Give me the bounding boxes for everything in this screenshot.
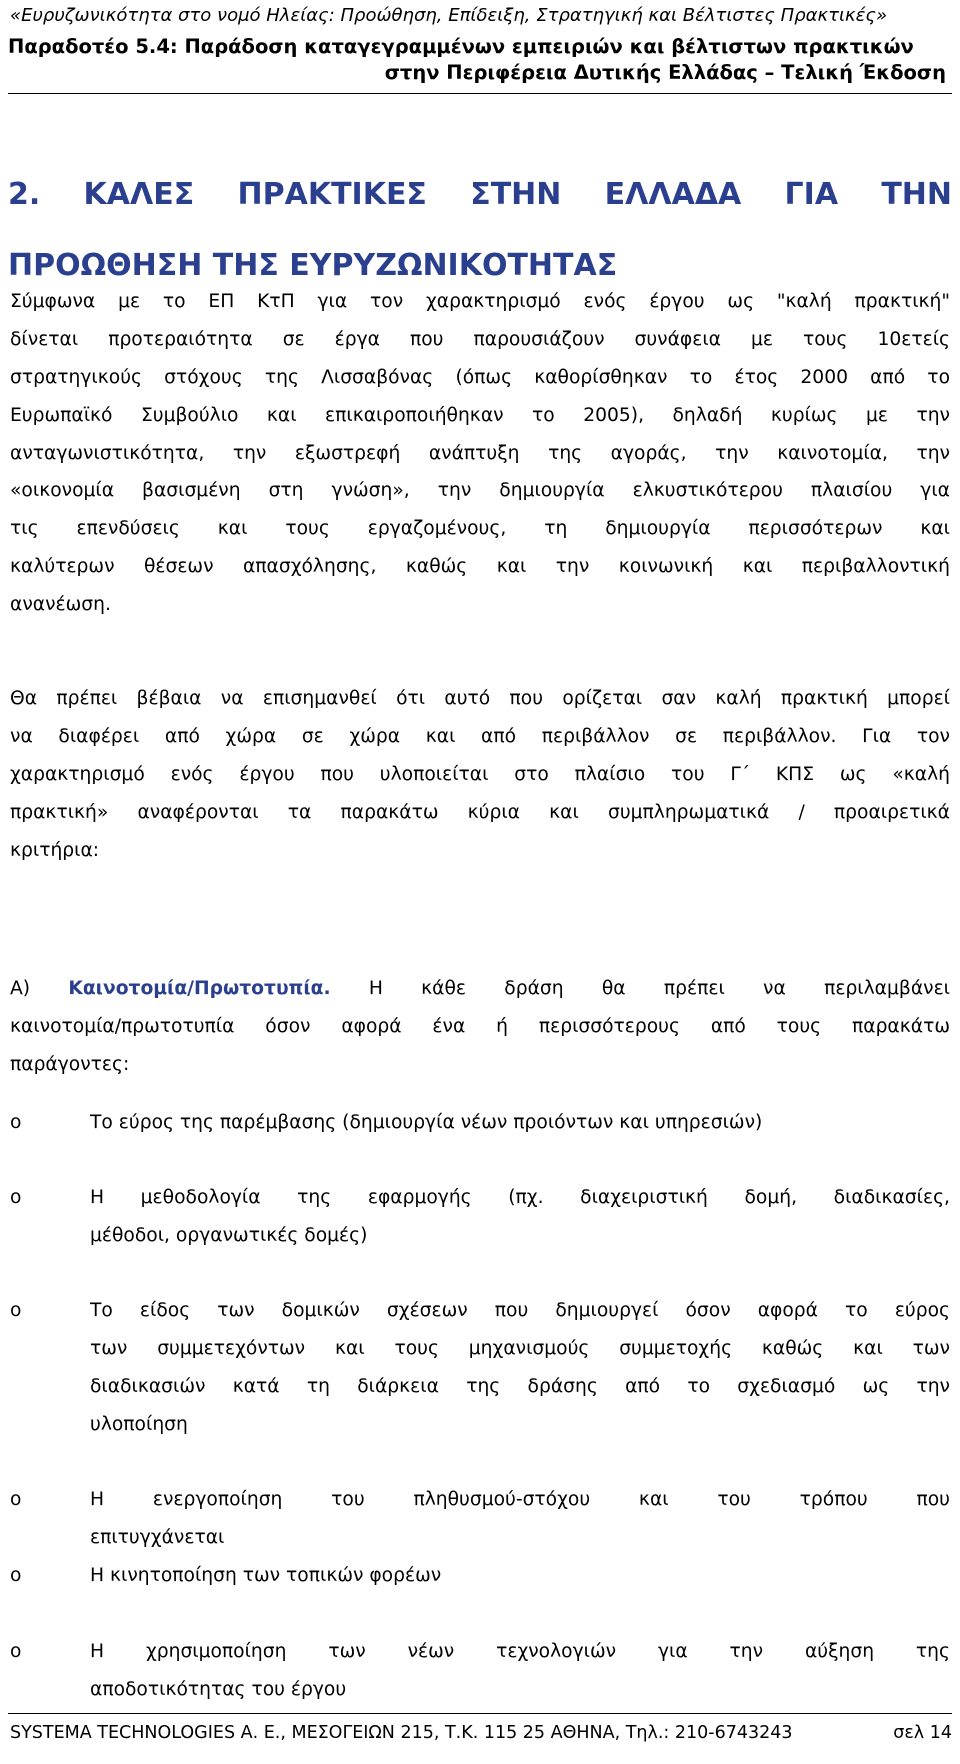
text-line: τις επενδύσεις και τους εργαζομένους, τη δημιουργία περισσότερων και xyxy=(10,518,950,540)
text-line: Η χρησιμοποίηση των νέων τεχνολογιών για την αύξηση της xyxy=(90,1641,950,1662)
bullet-marker: o xyxy=(10,1300,22,1321)
text-line: Η κινητοποίηση των τοπικών φορέων xyxy=(90,1565,442,1586)
text-line: ανταγωνιστικότητα, την εξωστρεφή ανάπτυξη της αγοράς, την καινοτομία, την xyxy=(10,442,950,464)
text-line: Η μεθοδολογία της εφαρμογής (πχ. διαχειριστική δομή, διαδικασίες, xyxy=(90,1187,950,1208)
text-line: των συμμετεχόντων και τους μηχανισμούς συμμετοχής καθώς και των xyxy=(90,1337,950,1359)
text-line: κριτήρια: xyxy=(10,839,100,861)
text-line: αποδοτικότητας του έργου xyxy=(90,1678,347,1700)
criterion-text: Η κάθε δράση θα πρέπει να περιλαμβάνει xyxy=(330,978,950,999)
paragraph-lisbon-criteria xyxy=(10,283,950,624)
text-line: Η ενεργοποίηση του πληθυσμού-στόχου και του τρόπου που xyxy=(90,1489,950,1510)
page-number: σελ 14 xyxy=(893,1723,952,1743)
footer-company: SYSTEMA TECHNOLOGIES Α. Ε., ΜΕΣΟΓΕΙΩΝ 215, Τ.Κ. 115 25 ΑΘΗΝΑ, Τηλ.: 210-6743243 xyxy=(10,1723,793,1743)
text-line: δίνεται προτεραιότητα σε έργα που παρουσιάζουν συνάφεια με τους 10ετείς xyxy=(10,328,950,350)
section-heading-line1: 2. ΚΑΛΕΣ ΠΡΑΚΤΙΚΕΣ ΣΤΗΝ ΕΛΛΑΔΑ ΓΙΑ ΤΗΝ xyxy=(8,177,952,212)
text-line: «οικονομία βασισμένη στη γνώση», την δημιουργία ελκυστικότερου πλαισίου για xyxy=(10,480,950,502)
criterion-title: Καινοτομία/Πρωτοτυπία. xyxy=(68,978,331,999)
bullet-marker: o xyxy=(10,1489,22,1510)
text-line: παράγοντες: xyxy=(10,1053,130,1075)
criterion-prefix: Α) xyxy=(10,978,69,999)
text-line: Ευρωπαϊκό Συμβούλιο και επικαιροποιήθηκαν το 2005), δηλαδή κυρίως με την xyxy=(10,404,950,426)
paragraph-good-practice-definition xyxy=(10,680,950,869)
text-line: Το είδος των δομικών σχέσεων που δημιουργεί όσον αφορά το εύρος xyxy=(90,1300,950,1321)
text-line: να διαφέρει από χώρα σε χώρα και από περιβάλλον σε περιβάλλον. Για τον xyxy=(10,725,950,747)
text-line: μέθοδοι, οργανωτικές δομές) xyxy=(90,1224,368,1246)
text-line xyxy=(10,970,950,1008)
text-line: καινοτομία/πρωτοτυπία όσον αφορά ένα ή περισσότερους από τους παρακάτω xyxy=(10,1015,950,1037)
header-divider xyxy=(8,93,952,94)
text-line: καλύτερων θέσεων απασχόλησης, καθώς και την κοινωνική και περιβαλλοντική xyxy=(10,556,950,578)
text-line: υλοποίηση xyxy=(90,1413,188,1435)
project-title: «Ευρυζωνικότητα στο νομό Ηλείας: Προώθηση, Επίδειξη, Στρατηγική και Βέλτιστες Πρακτικές» xyxy=(10,5,888,26)
text-line: πρακτική» αναφέρονται τα παρακάτω κύρια και συμπληρωματικά / προαιρετικά xyxy=(10,801,950,823)
bullet-marker: o xyxy=(10,1565,22,1586)
text-line: διαδικασιών κατά τη διάρκεια της δράσης από το σχεδιασμό ως την xyxy=(90,1375,950,1397)
deliverable-title-line1: Παραδοτέο 5.4: Παράδοση καταγεγραμμένων εμπειριών και βέλτιστων πρακτικών xyxy=(8,35,914,58)
text-line: ανανέωση. xyxy=(10,594,111,616)
section-heading-line2: ΠΡΟΩΘΗΣΗ ΤΗΣ ΕΥΡΥΖΩΝΙΚΟΤΗΤΑΣ xyxy=(8,248,618,283)
criterion-a-paragraph xyxy=(10,970,950,1084)
bullet-marker: o xyxy=(10,1641,22,1662)
page-footer xyxy=(10,1720,952,1746)
text-line: χαρακτηρισμό ενός έργου που υλοποιείται στο πλαίσιο του Γ΄ ΚΠΣ ως «καλή xyxy=(10,763,950,785)
text-line: Σύμφωνα με το ΕΠ ΚτΠ για τον χαρακτηρισμό ενός έργου ως "καλή πρακτική" xyxy=(10,291,950,312)
text-line: Θα πρέπει βέβαια να επισημανθεί ότι αυτό που ορίζεται σαν καλή πρακτική μπορεί xyxy=(10,688,950,709)
text-line: στρατηγικούς στόχους της Λισσαβόνας (όπως καθορίσθηκαν το έτος 2000 από το xyxy=(10,366,950,388)
text-line: Το εύρος της παρέμβασης (δημιουργία νέων προιόντων και υπηρεσιών) xyxy=(90,1112,763,1133)
bullet-marker: o xyxy=(10,1112,22,1133)
bullet-marker: o xyxy=(10,1187,22,1208)
deliverable-title-line2: στην Περιφέρεια Δυτικής Ελλάδας – Τελική Έκδοση xyxy=(384,61,946,84)
footer-divider xyxy=(8,1713,952,1714)
text-line: επιτυγχάνεται xyxy=(90,1526,225,1548)
